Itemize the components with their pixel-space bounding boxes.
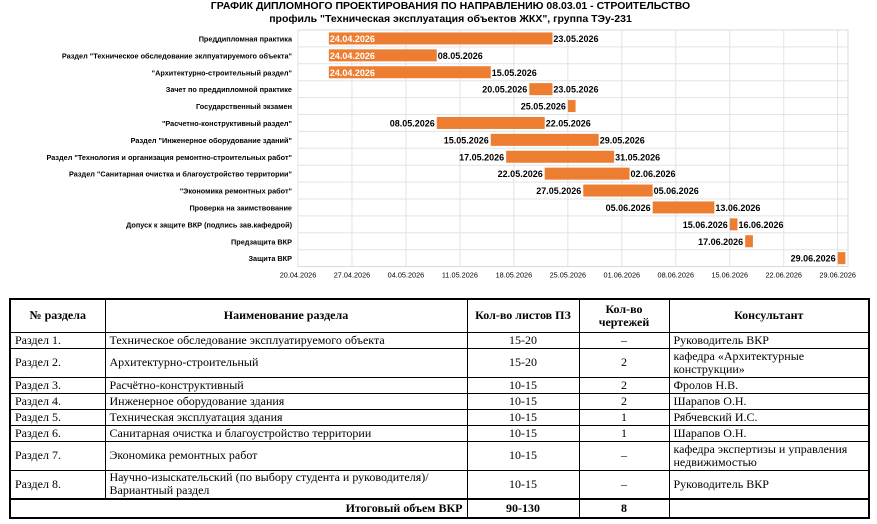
cell-section-name: Расчётно-конструктивный bbox=[105, 377, 467, 393]
cell-section-number: Раздел 3. bbox=[10, 377, 105, 393]
table-row bbox=[10, 470, 869, 499]
sections-table bbox=[9, 298, 870, 519]
task-start-label: 15.05.2026 bbox=[443, 135, 489, 146]
cell-consultant: кафедра экспертизы и управления недвижимостью bbox=[669, 441, 869, 470]
task-end-label: 16.06.2026 bbox=[738, 219, 784, 230]
cell-consultant: Шарапов О.Н. bbox=[669, 393, 869, 409]
total-label: Итоговый объем ВКР bbox=[10, 499, 467, 518]
cell-section-number: Раздел 5. bbox=[10, 409, 105, 425]
cell-section-name: Архитектурно-строительный bbox=[105, 348, 467, 377]
task-start-label: 22.05.2026 bbox=[497, 169, 543, 180]
task-label: Раздел "Техническое обследование эклпуатируемого объекта" bbox=[61, 51, 292, 61]
cell-consultant: Рябчевский И.С. bbox=[669, 409, 869, 425]
cell-sheets: 10-15 bbox=[467, 441, 579, 470]
task-end-label: 05.06.2026 bbox=[653, 186, 699, 197]
table-total-row bbox=[10, 499, 869, 518]
task-label: "Экономика ремонтных работ" bbox=[179, 186, 292, 196]
total-sheets: 90-130 bbox=[467, 499, 579, 518]
task-end-label: 22.05.2026 bbox=[545, 118, 591, 129]
task-bar bbox=[653, 201, 715, 213]
task-end-label: 15.05.2026 bbox=[491, 67, 537, 78]
x-tick-label: 25.05.2026 bbox=[549, 270, 587, 280]
x-tick-label: 20.04.2026 bbox=[279, 270, 317, 280]
cell-section-name: Инженерное оборудование здания bbox=[105, 393, 467, 409]
task-start-label: 24.04.2026 bbox=[329, 67, 375, 78]
task-end-label: 02.06.2026 bbox=[630, 169, 676, 180]
task-label: Преддипломная практика bbox=[198, 34, 292, 44]
task-label: "Расчетно-конструктивный раздел" bbox=[161, 118, 292, 128]
task-start-label: 05.06.2026 bbox=[605, 202, 651, 213]
table-header-row bbox=[10, 299, 869, 332]
task-start-label: 20.05.2026 bbox=[482, 84, 528, 95]
header-drawings: Кол-во чертежей bbox=[579, 299, 669, 332]
cell-drawings: 2 bbox=[579, 393, 669, 409]
cell-sheets: 10-15 bbox=[467, 470, 579, 499]
cell-sheets: 15-20 bbox=[467, 332, 579, 348]
task-start-label: 24.04.2026 bbox=[329, 50, 375, 61]
task-bar bbox=[529, 83, 552, 95]
task-label: Предзащита ВКР bbox=[231, 237, 292, 247]
task-bar bbox=[745, 235, 753, 247]
cell-section-name: Экономика ремонтных работ bbox=[105, 441, 467, 470]
cell-section-number: Раздел 1. bbox=[10, 332, 105, 348]
cell-consultant: Руководитель ВКР bbox=[669, 332, 869, 348]
table-row bbox=[10, 377, 869, 393]
cell-consultant: Руководитель ВКР bbox=[669, 470, 869, 499]
x-tick-label: 11.05.2026 bbox=[441, 270, 478, 280]
task-label: Раздел "Технология и организация ремонтно-строительных работ" bbox=[46, 152, 292, 162]
cell-consultant: кафедра «Архитектурные конструкции» bbox=[669, 348, 869, 377]
cell-drawings: – bbox=[579, 441, 669, 470]
task-start-label: 25.05.2026 bbox=[520, 101, 566, 112]
task-label: Раздел "Санитарная очистка и благоустройство территории" bbox=[69, 169, 292, 179]
task-end-label: 31.05.2026 bbox=[615, 152, 661, 163]
cell-drawings: – bbox=[579, 332, 669, 348]
header-sheets: Кол-во листов ПЗ bbox=[467, 299, 579, 332]
task-end-label: 23.05.2026 bbox=[553, 84, 599, 95]
table-row bbox=[10, 409, 869, 425]
task-bar bbox=[545, 168, 630, 180]
task-label: Государственный экзамен bbox=[196, 102, 292, 112]
task-start-label: 15.06.2026 bbox=[682, 219, 728, 230]
cell-consultant: Шарапов О.Н. bbox=[669, 425, 869, 441]
task-label: Раздел "Инженерное оборудование зданий" bbox=[130, 135, 292, 145]
cell-drawings: 1 bbox=[579, 409, 669, 425]
cell-drawings: 2 bbox=[579, 348, 669, 377]
x-tick-label: 01.06.2026 bbox=[603, 270, 641, 280]
x-tick-label: 22.06.2026 bbox=[765, 270, 802, 280]
task-bar bbox=[838, 252, 846, 264]
task-label: Зачет по преддипломной практике bbox=[165, 85, 292, 95]
x-tick-label: 15.06.2026 bbox=[711, 270, 749, 280]
x-tick-label: 29.06.2026 bbox=[819, 270, 856, 280]
total-drawings: 8 bbox=[579, 499, 669, 518]
table-row bbox=[10, 441, 869, 470]
cell-sheets: 10-15 bbox=[467, 425, 579, 441]
header-section-name: Наименование раздела bbox=[105, 299, 467, 332]
header-consultant: Консультант bbox=[669, 299, 869, 332]
cell-section-name: Техническое обследование эксплуатируемого объекта bbox=[105, 332, 467, 348]
x-tick-label: 18.05.2026 bbox=[495, 270, 533, 280]
cell-sheets: 10-15 bbox=[467, 409, 579, 425]
x-tick-label: 08.06.2026 bbox=[657, 270, 695, 280]
task-start-label: 17.06.2026 bbox=[698, 236, 744, 247]
x-tick-label: 27.04.2026 bbox=[333, 270, 371, 280]
task-label: Проверка на заимствование bbox=[189, 203, 292, 213]
table-row bbox=[10, 425, 869, 441]
task-start-label: 29.06.2026 bbox=[790, 253, 836, 264]
task-end-label: 13.06.2026 bbox=[715, 202, 761, 213]
task-label: "Архитектурно-строительный раздел" bbox=[151, 68, 292, 78]
total-consultant bbox=[669, 499, 869, 518]
header-section-number: № раздела bbox=[10, 299, 105, 332]
cell-section-name: Научно-изыскательский (по выбору студента и руководителя)/ Вариантный раздел bbox=[105, 470, 467, 499]
table-row bbox=[10, 393, 869, 409]
cell-drawings: 1 bbox=[579, 425, 669, 441]
cell-section-number: Раздел 8. bbox=[10, 470, 105, 499]
chart-subtitle: профиль "Техническая эксплуатация объектов ЖКХ", группа ТЭу-231 bbox=[269, 13, 632, 25]
chart-title: ГРАФИК ДИПЛОМНОГО ПРОЕКТИРОВАНИЯ ПО НАПРАВЛЕНИЮ 08.03.01 - СТРОИТЕЛЬСТВО bbox=[210, 0, 691, 12]
cell-drawings: – bbox=[579, 470, 669, 499]
task-bar bbox=[506, 151, 614, 163]
task-start-label: 24.04.2026 bbox=[329, 33, 375, 44]
task-bar bbox=[437, 117, 545, 129]
task-end-label: 08.05.2026 bbox=[437, 50, 483, 61]
x-tick-label: 04.05.2026 bbox=[387, 270, 425, 280]
cell-section-number: Раздел 2. bbox=[10, 348, 105, 377]
table-row bbox=[10, 332, 869, 348]
cell-section-name: Санитарная очистка и благоустройство территории bbox=[105, 425, 467, 441]
task-bar bbox=[491, 134, 599, 146]
cell-sheets: 10-15 bbox=[467, 377, 579, 393]
task-start-label: 17.05.2026 bbox=[459, 152, 505, 163]
table-row bbox=[10, 348, 869, 377]
cell-sheets: 10-15 bbox=[467, 393, 579, 409]
cell-section-number: Раздел 6. bbox=[10, 425, 105, 441]
cell-sheets: 15-20 bbox=[467, 348, 579, 377]
task-start-label: 27.05.2026 bbox=[536, 186, 582, 197]
task-label: Допуск к защите ВКР (подпись зав.кафедрой) bbox=[126, 220, 292, 230]
task-end-label: 23.05.2026 bbox=[553, 33, 599, 44]
cell-section-name: Техническая эксплуатация здания bbox=[105, 409, 467, 425]
task-label: Защита ВКР bbox=[248, 254, 292, 264]
cell-drawings: 2 bbox=[579, 377, 669, 393]
cell-section-number: Раздел 4. bbox=[10, 393, 105, 409]
task-start-label: 08.05.2026 bbox=[389, 118, 435, 129]
cell-consultant: Фролов Н.В. bbox=[669, 377, 869, 393]
cell-section-number: Раздел 7. bbox=[10, 441, 105, 470]
task-end-label: 29.05.2026 bbox=[599, 135, 645, 146]
task-bar bbox=[730, 218, 738, 230]
task-bar bbox=[568, 100, 576, 112]
task-bar bbox=[583, 185, 652, 197]
